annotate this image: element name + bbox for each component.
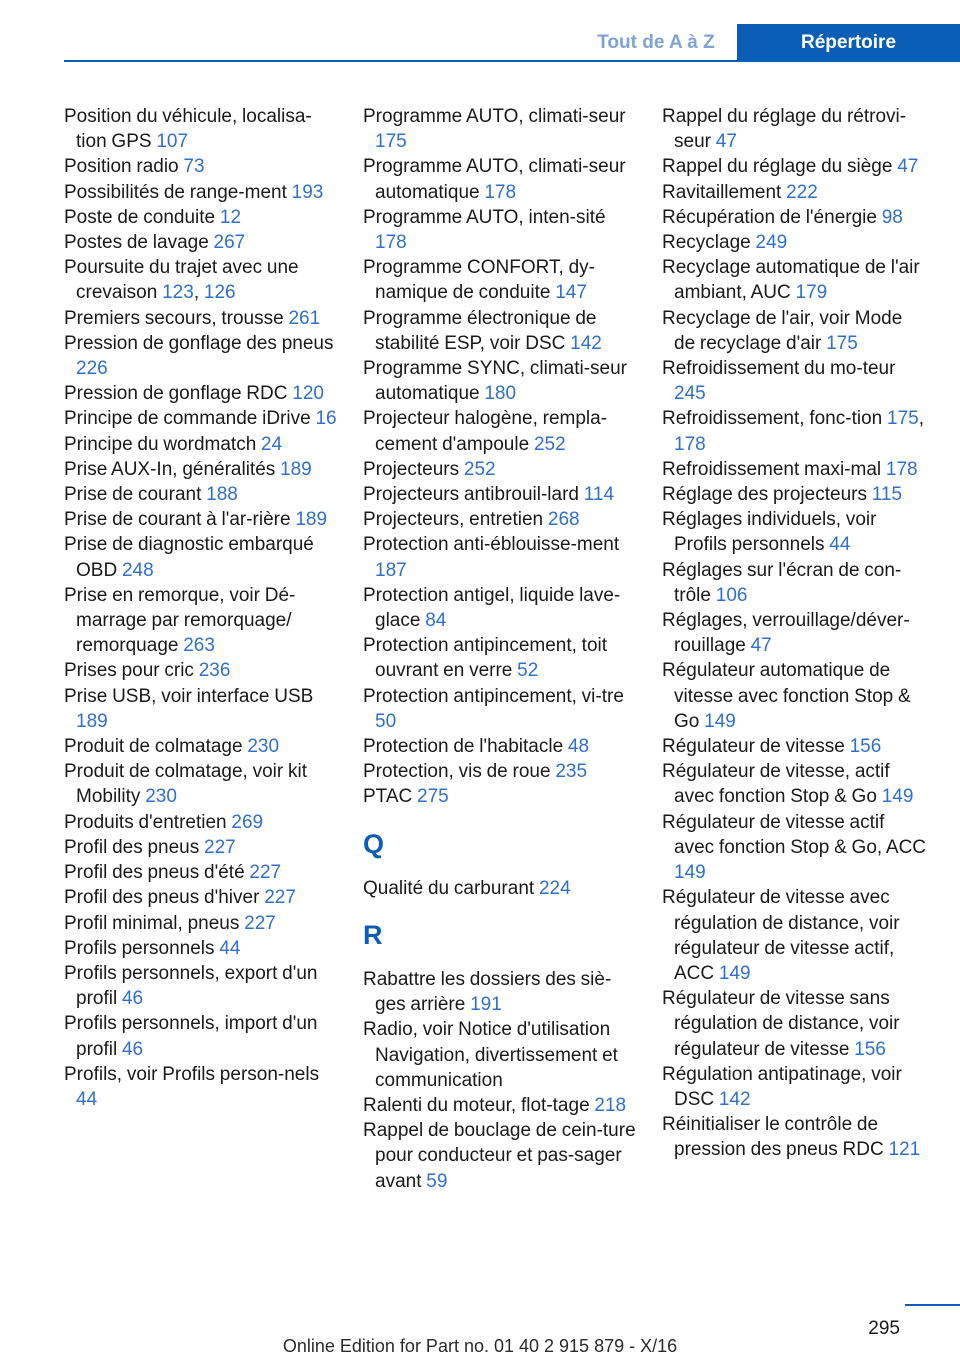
page-link[interactable]: 178 xyxy=(674,433,706,455)
page-link[interactable]: 180 xyxy=(484,383,517,405)
index-term: Postes de lavage xyxy=(64,232,214,254)
index-entry xyxy=(64,507,340,532)
index-term: Prise en remorque, voir Dé-marrage par remorquage/ remorquage xyxy=(64,584,296,657)
index-term: Régulateur de vitesse xyxy=(662,736,850,758)
page-link[interactable]: 12 xyxy=(219,206,242,228)
page-link[interactable]: 227 xyxy=(249,862,282,884)
index-entry xyxy=(64,911,340,936)
index-entry xyxy=(662,558,928,608)
index-entry xyxy=(64,885,340,910)
index-term: Protection antipincement, toit ouvrant en verre xyxy=(363,635,608,682)
page-link[interactable]: 191 xyxy=(470,994,502,1016)
page-link[interactable]: 252 xyxy=(533,433,566,455)
index-term: Prise de diagnostic embarqué OBD xyxy=(64,534,314,581)
index-term: Programme SYNC, climati-seur automatique xyxy=(363,358,627,405)
index-term: Prise de courant à l'ar-rière xyxy=(64,509,296,531)
index-term: Refroidissement du mo-teur xyxy=(662,358,896,380)
index-entry xyxy=(363,532,639,582)
index-entry xyxy=(662,457,928,482)
index-term: Rappel du réglage du rétrovi-seur xyxy=(662,106,907,153)
index-entry xyxy=(662,759,928,809)
index-term: Profils personnels, export d'un profil xyxy=(64,962,318,1010)
index-entry xyxy=(64,406,340,431)
index-column-2 xyxy=(363,104,639,1194)
index-entry xyxy=(363,633,639,683)
page-link[interactable]: 114 xyxy=(583,484,615,506)
index-term: Ravitaillement xyxy=(662,181,787,203)
page-link[interactable]: 44 xyxy=(829,534,851,556)
page-link[interactable]: 120 xyxy=(292,383,324,405)
index-term: Prise de courant xyxy=(64,484,207,506)
index-entry xyxy=(363,967,639,1017)
index-entry xyxy=(64,432,340,457)
index-entry xyxy=(64,658,340,683)
index-entry xyxy=(64,860,340,885)
index-entry xyxy=(64,205,340,230)
index-entry xyxy=(64,154,340,179)
page-link[interactable]: 227 xyxy=(264,887,296,909)
page-link[interactable]: 59 xyxy=(426,1170,448,1192)
index-term: Programme AUTO, climati-seur automatique xyxy=(363,156,626,203)
page-link[interactable]: 175 xyxy=(887,408,919,430)
index-term: Qualité du carburant xyxy=(363,877,539,899)
index-column-1 xyxy=(64,104,340,1112)
index-term: Récupération de l'énergie xyxy=(662,206,882,228)
index-term: Rappel du réglage du siège xyxy=(662,156,898,178)
index-entry xyxy=(64,936,340,961)
footer-edition: Online Edition for Part no. 01 40 2 915 879 - X/16 xyxy=(282,1336,678,1356)
index-term: Réglages sur l'écran de con-trôle xyxy=(662,559,902,606)
header-rule xyxy=(64,60,960,62)
index-entry xyxy=(363,1017,639,1093)
page-link[interactable]: 179 xyxy=(795,282,828,304)
index-term: Programme AUTO, inten-sité xyxy=(363,206,606,228)
index-entry xyxy=(363,406,639,456)
index-entry xyxy=(662,205,928,230)
page-link[interactable]: 106 xyxy=(715,584,748,606)
page-link[interactable]: 178 xyxy=(484,181,517,203)
index-entry xyxy=(662,810,928,886)
page-link[interactable]: 224 xyxy=(538,877,571,899)
page-link[interactable]: 156 xyxy=(854,1038,886,1060)
page-link[interactable]: 46 xyxy=(121,1038,144,1060)
index-term: Régulateur de vitesse, actif avec fonction Stop & Go xyxy=(662,761,890,808)
index-term: Protection antipincement, vi-tre xyxy=(363,685,624,707)
index-term: Recyclage xyxy=(662,232,756,254)
page-link[interactable]: 236 xyxy=(198,660,231,682)
index-entry xyxy=(662,104,928,154)
index-term: Réinitialiser le contrôle de pression des pneus RDC xyxy=(662,1114,889,1161)
index-entry xyxy=(662,306,928,356)
page-link[interactable]: 44 xyxy=(219,937,241,959)
index-term: Profil des pneus xyxy=(64,836,205,858)
page-link[interactable]: 16 xyxy=(315,408,337,430)
page-link[interactable]: 147 xyxy=(555,282,587,304)
index-entry xyxy=(64,482,340,507)
index-entry xyxy=(363,457,639,482)
page-link[interactable]: 126 xyxy=(203,282,236,304)
page-link[interactable]: 123 xyxy=(162,282,194,304)
index-letter-heading: R xyxy=(363,919,383,950)
page-link[interactable]: 107 xyxy=(156,131,189,153)
index-entry xyxy=(662,608,928,658)
index-term: Prises pour cric xyxy=(64,660,199,682)
index-term: Produit de colmatage, voir kit Mobility xyxy=(64,761,308,808)
index-entry xyxy=(662,356,928,406)
index-entry xyxy=(64,961,340,1011)
index-term: Pression de gonflage des pneus xyxy=(64,332,334,354)
page-link[interactable]: 230 xyxy=(247,736,280,758)
page-link[interactable]: 275 xyxy=(417,786,449,808)
index-term: Possibilités de range-ment xyxy=(64,181,292,203)
index-entry xyxy=(64,810,340,835)
page-link[interactable]: 248 xyxy=(121,559,154,581)
index-entry xyxy=(662,986,928,1062)
index-entry xyxy=(662,230,928,255)
index-term: Protection, vis de roue xyxy=(363,761,556,783)
index-term: Programme électronique de stabilité ESP, voir DSC xyxy=(363,307,597,354)
page-link[interactable]: 187 xyxy=(375,559,407,581)
index-entry xyxy=(662,1062,928,1112)
page-link[interactable]: 222 xyxy=(786,181,818,203)
index-entry xyxy=(363,583,639,633)
index-term: Poursuite du trajet avec une crevaison xyxy=(64,257,299,304)
index-entry xyxy=(363,482,639,507)
page-link[interactable]: 47 xyxy=(715,131,737,153)
index-entry xyxy=(64,331,340,381)
index-term: Profils personnels, import d'un profil xyxy=(64,1013,318,1060)
page-link[interactable]: 142 xyxy=(718,1088,751,1110)
page-link[interactable]: 188 xyxy=(206,484,238,506)
page-link[interactable]: 50 xyxy=(375,710,397,732)
page-link[interactable]: 52 xyxy=(517,660,539,682)
index-term: Position radio xyxy=(64,156,184,178)
index-term: Programme CONFORT, dy-namique de conduite xyxy=(363,257,595,304)
index-entry xyxy=(64,104,340,154)
index-term: Régulateur de vitesse sans régulation de distance, voir régulateur de vitesse xyxy=(662,988,900,1060)
index-term: Programme AUTO, climati-seur xyxy=(363,106,626,127)
index-term: Régulation antipatinage, voir DSC xyxy=(662,1063,902,1110)
index-entry xyxy=(662,885,928,986)
page-link[interactable]: 226 xyxy=(76,358,108,380)
page-link[interactable]: 73 xyxy=(183,156,205,178)
page-link[interactable]: 261 xyxy=(288,307,321,329)
index-term: Protection anti-éblouisse-ment xyxy=(363,534,620,556)
index-term: Recyclage de l'air, voir Mode de recyclage d'air xyxy=(662,307,903,354)
page-link[interactable]: 235 xyxy=(555,761,588,783)
index-entry xyxy=(662,154,928,179)
page-link[interactable]: 249 xyxy=(755,232,788,254)
index-entry xyxy=(363,356,639,406)
page-link[interactable]: 142 xyxy=(570,332,602,354)
page-link[interactable]: 227 xyxy=(244,912,276,934)
index-entry xyxy=(64,734,340,759)
page-link[interactable]: 175 xyxy=(375,131,407,153)
page-link[interactable]: 115 xyxy=(871,484,903,506)
index-entry xyxy=(662,734,928,759)
index-term: Projecteur halogène, rempla-cement d'ampoule xyxy=(363,408,608,455)
index-entry xyxy=(64,255,340,305)
page-link[interactable]: 267 xyxy=(213,232,246,254)
index-entry xyxy=(363,1093,639,1118)
index-term: Premiers secours, trousse xyxy=(64,307,289,329)
page-link[interactable]: 178 xyxy=(885,458,918,480)
index-entry xyxy=(64,532,340,582)
index-entry xyxy=(363,784,639,809)
index-term: Protection de l'habitacle xyxy=(363,736,568,758)
page-link[interactable]: 227 xyxy=(204,836,236,858)
index-entry xyxy=(662,482,928,507)
page-link[interactable]: 189 xyxy=(76,710,108,732)
index-entry xyxy=(363,255,639,305)
index-entry xyxy=(662,658,928,734)
page-link[interactable]: 24 xyxy=(261,433,283,455)
index-term: Protection antigel, liquide lave-glace xyxy=(363,584,621,632)
index-term: Ralenti du moteur, flot-tage xyxy=(363,1094,595,1116)
index-entry xyxy=(64,1011,340,1061)
index-entry xyxy=(64,457,340,482)
page-link[interactable]: 149 xyxy=(674,862,706,884)
page-link[interactable]: 149 xyxy=(704,710,736,732)
index-term: Refroidissement, fonc-tion xyxy=(662,408,887,430)
index-term: PTAC xyxy=(363,786,418,808)
page-link[interactable]: 84 xyxy=(425,610,447,632)
index-term: Principe de commande iDrive xyxy=(64,408,316,430)
page-link[interactable]: 268 xyxy=(547,509,580,531)
index-entry xyxy=(363,507,639,532)
index-entry xyxy=(363,205,639,255)
index-term: Profils, voir Profils person-nels xyxy=(64,1063,320,1085)
index-entry xyxy=(64,684,340,734)
page-link[interactable]: 230 xyxy=(145,786,177,808)
index-term: Projecteurs antibrouil-lard xyxy=(363,484,584,506)
page-link[interactable]: 189 xyxy=(280,458,312,480)
index-entry xyxy=(64,180,340,205)
tab-tout-de-a-a-z[interactable]: Tout de A à Z xyxy=(597,32,715,53)
index-entry xyxy=(363,876,639,901)
index-entry xyxy=(363,1118,639,1194)
index-term: Refroidissement maxi-mal xyxy=(662,458,886,480)
page-number: 295 xyxy=(868,1318,900,1339)
index-entry xyxy=(662,180,928,205)
index-entry xyxy=(363,154,639,204)
index-entry xyxy=(662,1112,928,1162)
index-entry xyxy=(662,507,928,557)
index-entry xyxy=(64,583,340,659)
index-term: Radio, voir Notice d'utilisation Navigation, divertissement et communication xyxy=(363,1019,618,1091)
index-entry xyxy=(363,104,639,154)
page-link[interactable]: 269 xyxy=(231,811,264,833)
page-separator: , xyxy=(193,282,204,304)
index-term: Régulateur de vitesse avec régulation de distance, voir régulateur de vitesse actif, ACC xyxy=(662,887,900,984)
index-term: Rabattre les dossiers des siè-ges arrière xyxy=(363,968,612,1016)
page-link[interactable]: 48 xyxy=(567,736,590,758)
index-entry xyxy=(363,759,639,784)
page-link[interactable]: 47 xyxy=(750,635,772,657)
index-term: Projecteurs, entretien xyxy=(363,509,548,531)
page-link[interactable]: 98 xyxy=(881,206,903,228)
index-entry xyxy=(64,759,340,809)
index-entry xyxy=(363,734,639,759)
index-term: Recyclage automatique de l'air ambiant, AUC xyxy=(662,257,920,304)
index-term: Pression de gonflage RDC xyxy=(64,383,293,405)
index-entry xyxy=(64,230,340,255)
page-number-rule xyxy=(905,1304,960,1306)
index-term: Produit de colmatage xyxy=(64,736,248,758)
index-term: Profils personnels xyxy=(64,937,220,959)
page-link[interactable]: 252 xyxy=(463,458,496,480)
index-term: Principe du wordmatch xyxy=(64,433,262,455)
index-term: Profil minimal, pneus xyxy=(64,912,245,934)
index-entry xyxy=(64,1062,340,1112)
page-link[interactable]: 44 xyxy=(76,1088,98,1110)
index-term: Réglages, verrouillage/déver-rouillage xyxy=(662,610,910,657)
page-link[interactable]: 218 xyxy=(594,1094,627,1116)
page-link[interactable]: 47 xyxy=(897,156,919,178)
index-column-3 xyxy=(662,104,928,1163)
index-entry xyxy=(64,306,340,331)
index-term: Profil des pneus d'hiver xyxy=(64,887,265,909)
index-entry xyxy=(363,684,639,734)
page-link[interactable]: 156 xyxy=(849,736,882,758)
index-term: Prise USB, voir interface USB xyxy=(64,685,314,707)
index-term: Régulateur automatique de vitesse avec fonction Stop & Go xyxy=(662,660,911,732)
page-link[interactable]: 149 xyxy=(718,962,751,984)
index-term: Produits d'entretien xyxy=(64,811,232,833)
index-entry xyxy=(662,255,928,305)
page-link[interactable]: 175 xyxy=(826,332,858,354)
page-separator: , xyxy=(918,408,924,430)
page-link[interactable]: 46 xyxy=(121,988,144,1010)
tab-repertoire[interactable]: Répertoire xyxy=(737,24,960,62)
index-term: Réglage des projecteurs xyxy=(662,484,872,506)
page-link[interactable]: 149 xyxy=(881,786,914,808)
page-link[interactable]: 245 xyxy=(674,383,706,405)
index-term: Poste de conduite xyxy=(64,206,220,228)
index-entry xyxy=(64,835,340,860)
index-term: Régulateur de vitesse actif avec fonction Stop & Go, ACC xyxy=(662,811,927,858)
index-term: Prise AUX-In, généralités xyxy=(64,458,281,480)
page-link[interactable]: 263 xyxy=(183,635,215,657)
page-header xyxy=(0,0,960,62)
page-link[interactable]: 193 xyxy=(291,181,324,203)
index-term: Position du véhicule, localisa-tion GPS xyxy=(64,106,312,153)
page-link[interactable]: 178 xyxy=(375,232,407,254)
index-term: Rappel de bouclage de cein-ture pour conducteur et pas-sager avant xyxy=(363,1120,636,1192)
page-link[interactable]: 189 xyxy=(295,509,328,531)
index-entry xyxy=(64,381,340,406)
page-link[interactable]: 121 xyxy=(888,1139,921,1161)
index-term: Profil des pneus d'été xyxy=(64,862,250,884)
index-entry xyxy=(662,406,928,456)
index-entry xyxy=(363,306,639,356)
index-term: Projecteurs xyxy=(363,458,464,480)
index-letter-heading: Q xyxy=(363,828,385,859)
index-term: Réglages individuels, voir Profils personnels xyxy=(662,509,877,556)
